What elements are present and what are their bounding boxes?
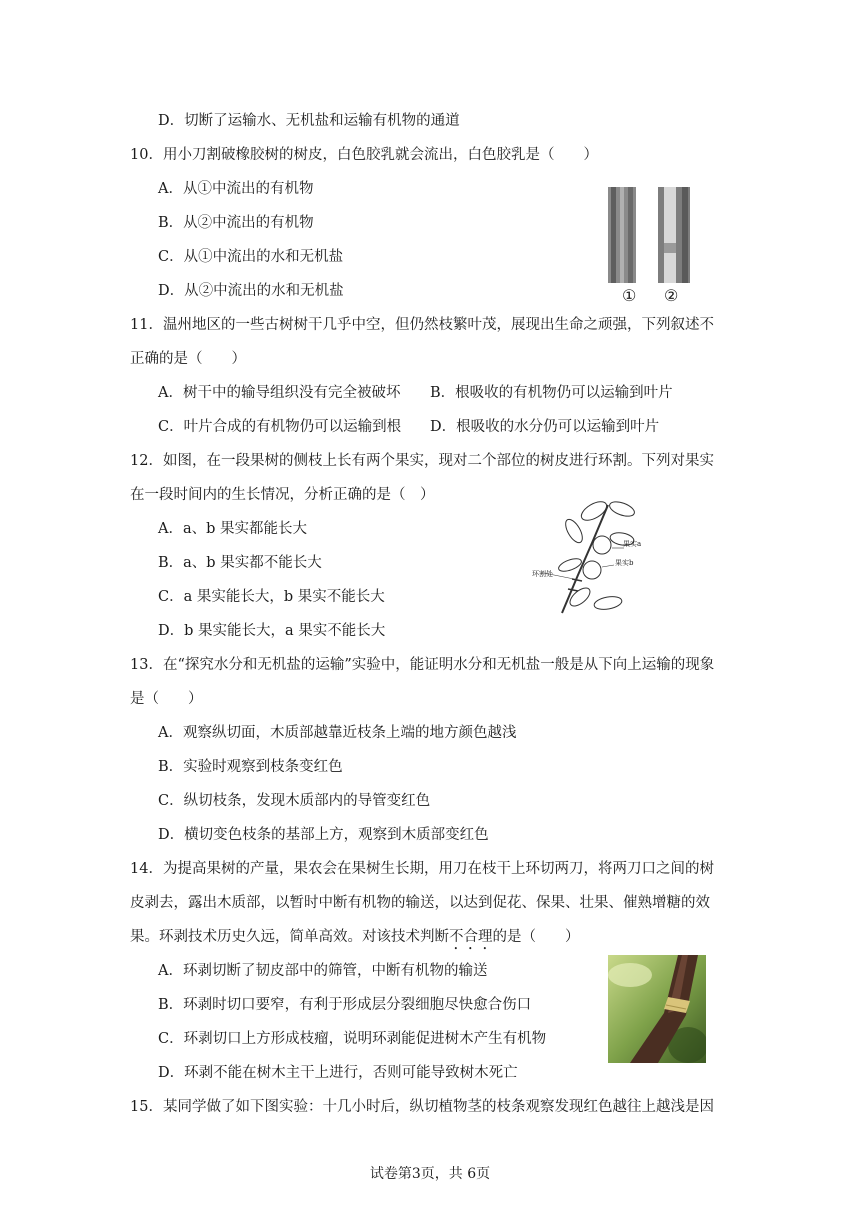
q13-stem-line2: 是（ ） — [130, 691, 203, 707]
q12-stem-line2: 在一段时间内的生长情况，分析正确的是（ ） — [130, 487, 435, 503]
fruit-a-label: 果实a — [623, 540, 642, 548]
q13-option-c: C．纵切枝条，发现木质部内的导管变红色 — [158, 793, 431, 809]
ring-cut-label: 环割处 — [532, 570, 553, 578]
q14-option-d: D．环剥不能在树木主干上进行，否则可能导致树木死亡 — [158, 1065, 518, 1081]
q11-stem-line2: 正确的是（ ） — [130, 351, 246, 367]
q12-option-a: A．a、b 果实都能长大 — [158, 521, 308, 537]
q14-option-b: B．环剥时切口要窄，有利于形成层分裂细胞尽快愈合伤口 — [158, 997, 532, 1013]
q12-option-c: C．a 果实能长大，b 果实不能长大 — [158, 589, 385, 605]
q11-option-d: D．根吸收的水分仍可以运输到叶片 — [430, 419, 660, 435]
fig-label-2: ② — [664, 286, 679, 305]
q13-stem-line1: 13．在“探究水分和无机盐的运输”实验中，能证明水分和无机盐一般是从下向上运输的现象 — [130, 657, 715, 673]
q14-option-a: A．环剥切断了韧皮部中的筛管，中断有机物的输送 — [158, 963, 488, 979]
fruit-b-label: 果实b — [615, 559, 634, 567]
q13-option-b: B．实验时观察到枝条变红色 — [158, 759, 343, 775]
q13-option-a: A．观察纵切面，木质部越靠近枝条上端的地方颜色越浅 — [158, 725, 517, 741]
q13-option-d: D．横切变色枝条的基部上方，观察到木质部变红色 — [158, 827, 489, 843]
q11-option-a: A．树干中的输导组织没有完全被破坏 — [158, 385, 401, 401]
q12-stem-line1: 12．如图，在一段果树的侧枝上长有两个果实，现对二个部位的树皮进行环割。下列对果实 — [130, 453, 714, 469]
q9-option-d: D．切断了运输水、无机盐和运输有机物的通道 — [158, 113, 460, 129]
q14-emphasis: 不合理 — [449, 929, 493, 945]
fig-label-1: ① — [622, 286, 637, 305]
q12-option-b: B．a、b 果实都不能长大 — [158, 555, 322, 571]
q10-option-c: C．从①中流出的水和无机盐 — [158, 249, 344, 265]
q12-option-d: D．b 果实能长大，a 果实不能长大 — [158, 623, 386, 639]
q14-stem-part3: 的是（ ） — [492, 929, 580, 945]
q10-option-a: A．从①中流出的有机物 — [158, 181, 314, 197]
q10-option-d: D．从②中流出的水和无机盐 — [158, 283, 344, 299]
q11-stem-line1: 11．温州地区的一些古树树干几乎中空，但仍然枝繁叶茂，展现出生命之顽强，下列叙述不 — [130, 317, 714, 333]
q14-stem-line1: 14．为提高果树的产量，果农会在果树生长期，用刀在枝干上环切两刀，将两刀口之间的树 — [130, 861, 714, 877]
q11-option-b: B．根吸收的有机物仍可以运输到叶片 — [430, 385, 673, 401]
q10-stem: 10．用小刀割破橡胶树的树皮，白色胶乳就会流出，白色胶乳是（ ） — [130, 147, 598, 163]
stem-section-figure — [600, 185, 710, 310]
fruit-branch-figure — [530, 495, 640, 615]
q14-stem-line3 — [130, 927, 580, 953]
page-footer: 试卷第3页，共 6页 — [369, 1166, 491, 1182]
q14-option-c: C．环剥切口上方形成枝瘤，说明环剥能促进树木产生有机物 — [158, 1031, 547, 1047]
q11-option-c: C．叶片合成的有机物仍可以运输到根 — [158, 419, 402, 435]
q14-stem-line2: 皮剥去，露出木质部，以暂时中断有机物的输送，以达到促花、保果、壮果、催熟增糖的效 — [130, 895, 710, 911]
q10-option-b: B．从②中流出的有机物 — [158, 215, 314, 231]
q15-stem-line1: 15．某同学做了如下图实验：十几小时后，纵切植物茎的枝条观察发现红色越往上越浅是因 — [130, 1099, 714, 1115]
q14-stem-part1: 果。环剥技术历史久远，简单高效。对该技术判断 — [130, 929, 449, 945]
girdled-branch-photo — [608, 955, 706, 1063]
